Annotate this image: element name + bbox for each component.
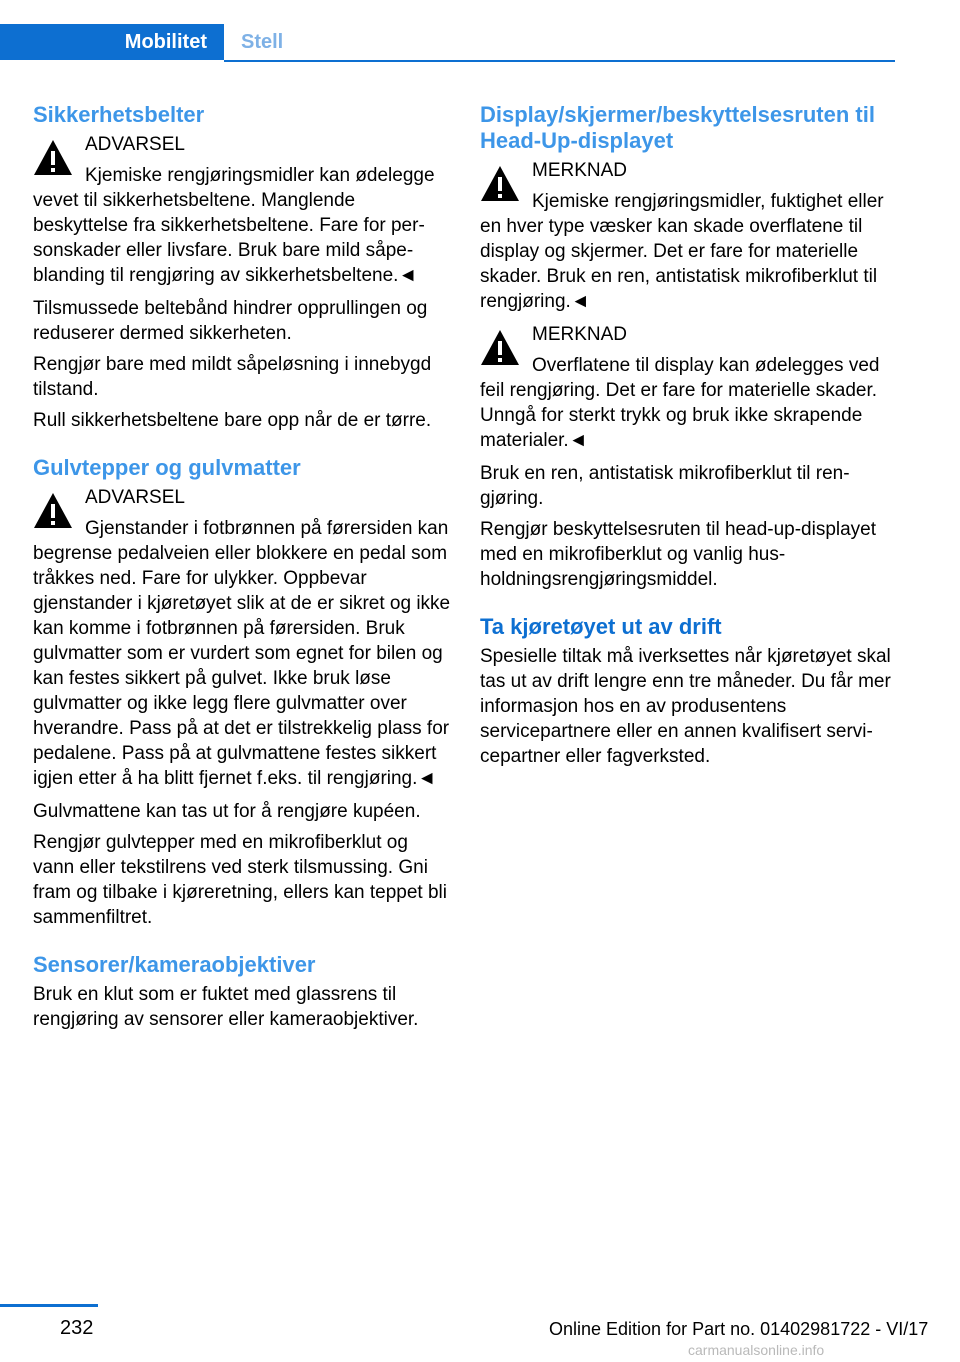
- warning-triangle-icon: [480, 328, 520, 368]
- notice-text: Overflatene til display kan ødelegges ved feil rengjøring. Det er fare for materielle skader. Unngå for sterkt trykk og bruk ikke skrapende materialer.◄: [480, 355, 880, 451]
- warning-triangle-icon: [33, 491, 73, 531]
- paragraph: Rengjør bare med mildt såpeløsning i innebygd tilstand.: [33, 354, 432, 400]
- notice-label: MERKNAD: [532, 160, 628, 181]
- warning-text: Kjemiske rengjøringsmidler kan ødelegge vevet til sikkerhetsbeltene. Manglende beskyttelse fra sikkerhetsbeltene. Fare for personskader eller livsfare. Bruk bare mild såpeblanding til rengjøring av sikkerhetsbeltene.◄: [33, 165, 435, 286]
- tab-divider: [224, 60, 895, 62]
- warning-block-floor-mats: [33, 485, 451, 791]
- tab-stell[interactable]: Stell: [241, 30, 284, 53]
- paragraph: Bruk en klut som er fuktet med glassrens til rengjøring av sensorer eller kameraobjektiver.: [33, 984, 419, 1030]
- section-title-floor-mats: Gulvtepper og gulvmatter: [33, 455, 301, 480]
- section-title-seatbelts: Sikkerhetsbelter: [33, 102, 205, 127]
- section-title-decommission: Ta kjøretøyet ut av drift: [480, 614, 722, 639]
- paragraph: Bruk en ren, antistatisk mikrofiberklut til rengjøring.: [480, 463, 850, 509]
- tab-mobilitet[interactable]: Mobilitet: [0, 24, 224, 60]
- watermark: carmanualsonline.info: [688, 1342, 825, 1358]
- left-column: [33, 102, 451, 1038]
- page-number: 232: [60, 1317, 94, 1339]
- warning-label: ADVARSEL: [85, 487, 185, 508]
- notice-label: MERKNAD: [532, 324, 628, 345]
- warning-block-seatbelts: [33, 132, 451, 288]
- warning-text: Gjenstander i fotbrønnen på førersiden kan begrense pedalveien eller blokkere en pedal som tråkkes ned. Fare for ulykker. Oppbevar gjenstander i kjøretøyet slik at de er sikret og ikke kan komme i fotbrønnen på førersiden. Bruk gulvmatter som er vurdert som egnet for bilen og kan festes sikkert på gulvet. Ikke bruk løse gulvmatter og ikke legg flere gulvmatter over hverandre. Pass på at det er tilstrekkelig plass for pedalene. Pass på at gulvmattene festes sikkert igjen etter å ha blitt fjernet f.eks. til rengjøring.◄: [33, 518, 451, 789]
- edition-text: Online Edition for Part no. 01402981722 - VI/17: [549, 1319, 929, 1339]
- paragraph: Tilsmussede beltebånd hindrer opprullingen og reduserer dermed sikkerheten.: [33, 298, 428, 344]
- warning-label: ADVARSEL: [85, 134, 185, 155]
- paragraph: Spesielle tiltak må iverksettes når kjøretøyet skal tas ut av drift lengre enn tre måneder. Du får mer informasjon hos en av produsentens servicepartnere eller en annen kvalifisert servicepartner eller fagverksted.: [480, 646, 891, 767]
- footer-rule: [0, 1304, 98, 1307]
- section-tabs: [0, 0, 895, 62]
- section-title-sensors: Sensorer/kameraobjektiver: [33, 952, 316, 977]
- warning-triangle-icon: [33, 138, 73, 178]
- warning-triangle-icon: [480, 164, 520, 204]
- paragraph: Rengjør beskyttelsesruten til head-up-displayet med en mikrofiberklut og vanlig husholdningsrengjøringsmiddel.: [480, 519, 877, 590]
- notice-block-2: [480, 322, 898, 453]
- paragraph: Rengjør gulvtepper med en mikrofiberklut og vann eller tekstilrens ved sterk tilsmussing. Gni fram og tilbake i kjøreretning, ellers kan teppet bli sammenfiltret.: [33, 832, 447, 928]
- notice-text: Kjemiske rengjøringsmidler, fuktighet eller en hver type væsker kan skade overflatene til display og skjermer. Det er fare for materielle skader. Bruk en ren, antistatisk mikrofiberklut til rengjøring.◄: [480, 191, 884, 312]
- paragraph: Gulvmattene kan tas ut for å rengjøre kupéen.: [33, 801, 421, 822]
- section-title-displays: Display/skjermer/beskyttelsesruten til Head-Up-displayet: [480, 102, 875, 153]
- right-column: [480, 102, 898, 775]
- notice-block-1: [480, 158, 898, 314]
- paragraph: Rull sikkerhetsbeltene bare opp når de er tørre.: [33, 410, 432, 431]
